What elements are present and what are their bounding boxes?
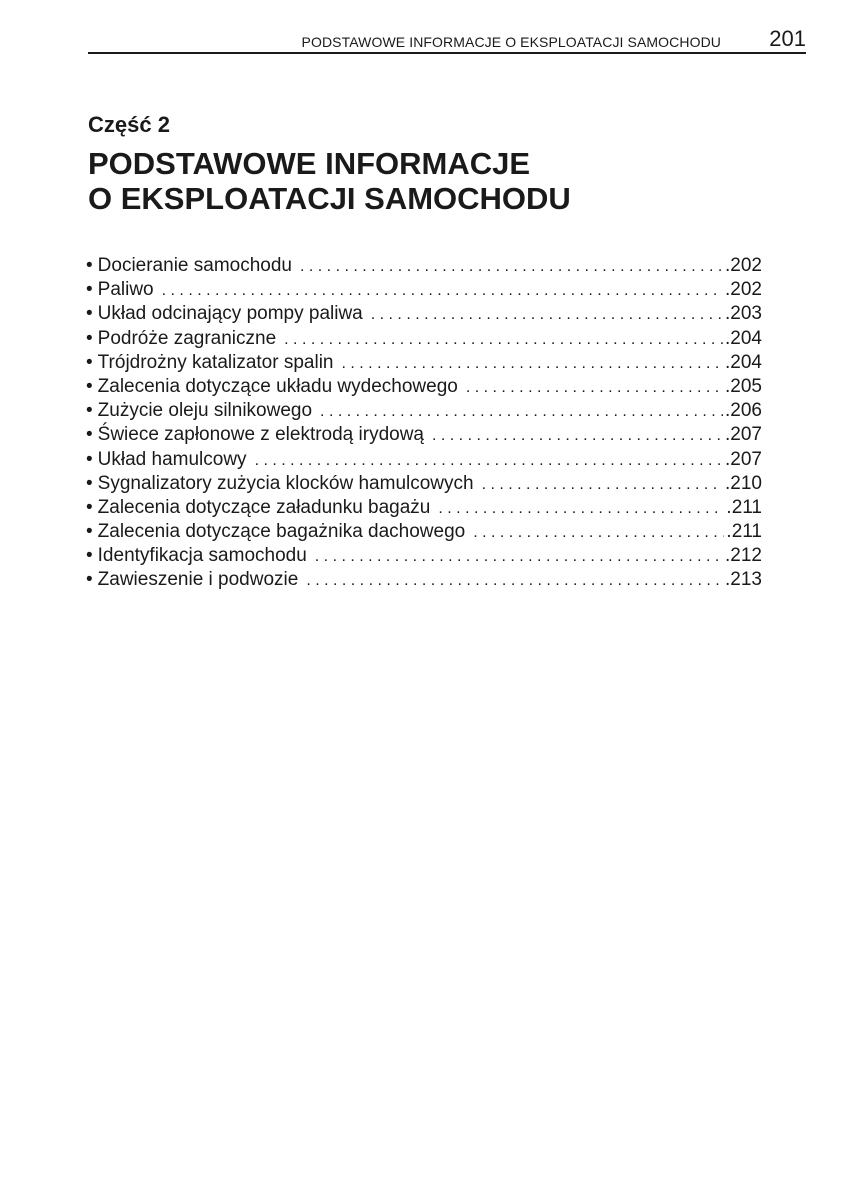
toc-entry-page: .206 [725,400,762,422]
bullet-icon: • [86,472,93,494]
toc-entry-title: Docieranie samochodu [97,255,292,276]
toc-entry-page: .202 [725,279,762,301]
toc-entry[interactable] [86,302,762,326]
toc-entry-title: Podróże zagraniczne [97,327,277,349]
toc-entry[interactable] [86,254,762,278]
dot-leader [315,545,723,569]
toc-entry-page: .203 [725,303,762,325]
toc-entry-page: .204 [725,327,762,349]
toc-entry-title: Identyfikacja samochodu [97,545,307,567]
dot-leader [438,497,724,521]
dot-leader [255,449,723,473]
toc-entry[interactable] [86,278,762,302]
dot-leader [306,569,723,593]
dot-leader [371,303,723,327]
dot-leader [300,255,723,279]
toc-entry-title: Układ odcinający pompy paliwa [97,303,363,325]
bullet-icon: • [86,424,93,446]
dot-leader [473,521,724,545]
running-header [88,26,806,54]
toc-entry[interactable] [86,327,762,351]
dot-leader [162,279,723,303]
toc-entry-title: Paliwo [97,279,154,301]
dot-leader [320,400,723,424]
bullet-icon: • [86,521,93,543]
bullet-icon: • [86,327,93,349]
toc-entry[interactable] [86,375,762,399]
bullet-icon: • [86,255,93,276]
toc-entry-page: .202 [725,255,762,276]
bullet-icon: • [86,351,93,373]
part-title-line-2: O EKSPLOATACJI SAMOCHODU [88,181,571,216]
toc-entry-page: .210 [725,472,762,494]
part-label: Część 2 [88,112,170,137]
toc-entry-title: Trójdrożny katalizator spalin [97,351,334,373]
bullet-icon: • [86,569,93,591]
dot-leader [284,328,723,352]
bullet-icon: • [86,375,93,397]
dot-leader [342,352,724,376]
toc-entry-page: .204 [725,351,762,373]
toc-entry[interactable] [86,399,762,423]
bullet-icon: • [86,545,93,567]
toc-entry-page: .213 [725,569,762,591]
toc-entry-page: .207 [725,424,762,446]
toc-entry[interactable] [86,423,762,447]
bullet-icon: • [86,400,93,422]
dot-leader [466,376,723,400]
toc-entry-title: Zalecenia dotyczące bagażnika dachowego [97,521,466,543]
toc-entry-page: .207 [725,448,762,470]
toc-entry-page: .205 [725,375,762,397]
toc-entry-title: Sygnalizatory zużycia klocków hamulcowych [97,472,474,494]
toc-entry-title: Zużycie oleju silnikowego [97,400,313,422]
toc-entry-title: Układ hamulcowy [97,448,247,470]
toc-entry[interactable] [86,544,762,568]
running-title: PODSTAWOWE INFORMACJE O EKSPLOATACJI SAMOCHODU [301,34,721,50]
dot-leader [432,424,723,448]
toc-entry-title: Zalecenia dotyczące układu wydechowego [97,375,458,397]
toc-entry[interactable] [86,520,762,544]
dot-leader [482,473,723,497]
toc-entry-title: Zalecenia dotyczące załadunku bagażu [97,496,431,518]
bullet-icon: • [86,496,93,518]
toc-entry[interactable] [86,351,762,375]
toc-entry-title: Świece zapłonowe z elektrodą irydową [97,424,424,446]
bullet-icon: • [86,303,93,325]
toc-entry-page: .211 [726,496,762,518]
toc-entry[interactable] [86,448,762,472]
part-title-line-1: PODSTAWOWE INFORMACJE [88,146,531,181]
toc-entry-page: .211 [726,521,762,543]
toc-entry[interactable] [86,496,762,520]
toc-entry-page: .212 [725,545,762,567]
toc-entry[interactable] [86,568,762,592]
bullet-icon: • [86,279,93,301]
table-of-contents [86,254,762,593]
toc-entry-title: Zawieszenie i podwozie [97,569,299,591]
part-title [88,146,571,216]
toc-entry[interactable] [86,472,762,496]
bullet-icon: • [86,448,93,470]
page-number: 201 [769,26,806,51]
